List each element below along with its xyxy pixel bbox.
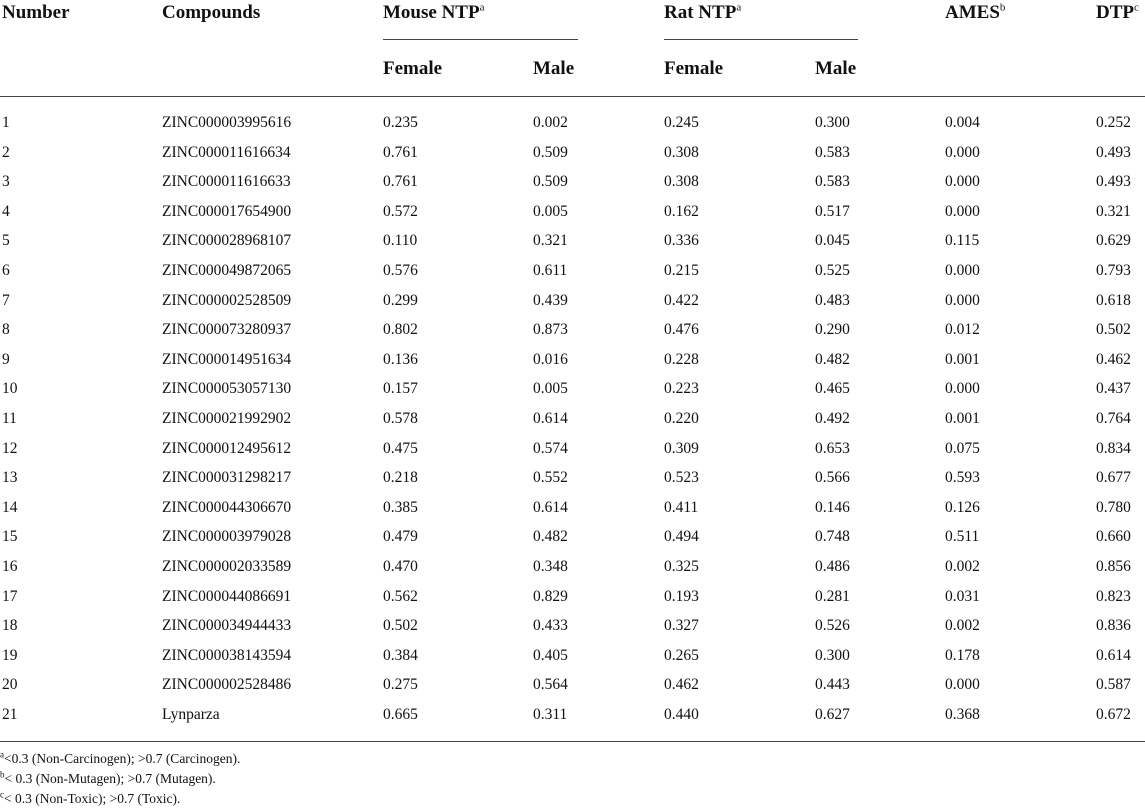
cell-dtp: 0.321 (1096, 202, 1131, 220)
cell-number: 21 (2, 705, 18, 723)
cell-rat-female: 0.336 (664, 232, 699, 250)
header-rat-ntp-footnote-mark: a (736, 1, 742, 14)
cell-number: 9 (2, 350, 10, 368)
cell-rat-female: 0.308 (664, 173, 699, 191)
cell-rat-female: 0.476 (664, 321, 699, 339)
cell-ames: 0.000 (945, 143, 980, 161)
cell-dtp: 0.856 (1096, 557, 1131, 575)
cell-ames: 0.000 (945, 173, 980, 191)
cell-rat-female: 0.308 (664, 143, 699, 161)
table-row (0, 701, 1145, 731)
cell-mouse-male: 0.005 (533, 380, 568, 398)
cell-compound: ZINC000002528509 (162, 291, 292, 309)
cell-rat-female: 0.411 (664, 498, 699, 516)
header-rat-female: Female (664, 58, 724, 79)
header-dtp-footnote-mark: c (1134, 1, 1139, 14)
cell-compound: ZINC000021992902 (162, 409, 292, 427)
cell-dtp: 0.834 (1096, 439, 1131, 457)
footnote-a-text: <0.3 (Non-Carcinogen); >0.7 (Carcinogen). (4, 751, 241, 766)
cell-rat-female: 0.327 (664, 617, 699, 635)
cell-ames: 0.368 (945, 705, 980, 723)
cell-number: 17 (2, 587, 18, 605)
cell-number: 1 (2, 114, 10, 131)
cell-mouse-female: 0.385 (383, 498, 418, 516)
mouse-ntp-group-rule (383, 39, 578, 40)
cell-dtp: 0.780 (1096, 498, 1131, 516)
table-row (0, 405, 1145, 435)
cell-dtp: 0.493 (1096, 173, 1131, 191)
cell-compound: ZINC000073280937 (162, 321, 292, 339)
cell-number: 5 (2, 232, 10, 250)
cell-rat-male: 0.653 (815, 439, 850, 457)
cell-mouse-female: 0.470 (383, 557, 418, 575)
cell-compound: ZINC000011616634 (162, 143, 291, 161)
table-row (0, 435, 1145, 465)
cell-dtp: 0.252 (1096, 114, 1131, 131)
cell-mouse-female: 0.275 (383, 676, 418, 694)
table-body (0, 109, 1145, 730)
cell-rat-female: 0.162 (664, 202, 699, 220)
cell-ames: 0.593 (945, 469, 980, 487)
cell-compound: ZINC000028968107 (162, 232, 292, 250)
cell-ames: 0.000 (945, 202, 980, 220)
cell-compound: ZINC000031298217 (162, 469, 292, 487)
cell-mouse-male: 0.614 (533, 409, 568, 427)
cell-mouse-male: 0.552 (533, 469, 568, 487)
cell-ames: 0.075 (945, 439, 980, 457)
footnote-c-mark: c (0, 789, 4, 800)
cell-mouse-male: 0.482 (533, 528, 568, 546)
cell-mouse-female: 0.157 (383, 380, 418, 398)
cell-number: 16 (2, 557, 18, 575)
table-row (0, 494, 1145, 524)
cell-dtp: 0.587 (1096, 676, 1131, 694)
header-ames-footnote-mark: b (999, 1, 1006, 14)
cell-rat-female: 0.494 (664, 528, 699, 546)
cell-compound: ZINC000002528486 (162, 676, 292, 694)
cell-mouse-female: 0.572 (383, 202, 418, 220)
cell-rat-male: 0.290 (815, 321, 850, 339)
header-ames (945, 1, 1005, 25)
cell-number: 10 (2, 380, 18, 398)
cell-mouse-male: 0.574 (533, 439, 568, 457)
cell-mouse-female: 0.761 (383, 173, 418, 191)
cell-ames: 0.031 (945, 587, 980, 605)
cell-rat-male: 0.443 (815, 676, 850, 694)
header-rat-ntp-label: Rat NTP (664, 2, 737, 23)
cell-mouse-male: 0.016 (533, 350, 568, 368)
header-rat-male: Male (815, 58, 857, 79)
cell-rat-female: 0.309 (664, 439, 699, 457)
cell-rat-female: 0.215 (664, 261, 699, 279)
cell-compound: ZINC000044306670 (162, 498, 292, 516)
cell-rat-male: 0.517 (815, 202, 850, 220)
header-dtp-label: DTP (1096, 2, 1134, 23)
cell-rat-male: 0.583 (815, 143, 850, 161)
cell-number: 2 (2, 143, 10, 161)
cell-rat-male: 0.483 (815, 291, 850, 309)
cell-rat-female: 0.220 (664, 409, 699, 427)
cell-rat-female: 0.193 (664, 587, 699, 605)
cell-mouse-female: 0.802 (383, 321, 418, 339)
cell-number: 13 (2, 469, 18, 487)
cell-mouse-female: 0.502 (383, 617, 418, 635)
cell-compound: ZINC000017654900 (162, 202, 292, 220)
cell-number: 4 (2, 202, 10, 220)
cell-rat-male: 0.748 (815, 528, 850, 546)
cell-compound: ZINC000038143594 (162, 646, 292, 664)
cell-compound: ZINC000014951634 (162, 350, 292, 368)
table-row (0, 139, 1145, 169)
table-row (0, 198, 1145, 228)
cell-number: 12 (2, 439, 18, 457)
cell-mouse-male: 0.405 (533, 646, 568, 664)
footnote-b (0, 771, 216, 787)
cell-rat-male: 0.486 (815, 557, 850, 575)
footnote-a (0, 751, 240, 767)
table-row (0, 523, 1145, 553)
table-row (0, 671, 1145, 701)
cell-ames: 0.000 (945, 291, 980, 309)
header-mouse-ntp-label: Mouse NTP (383, 2, 480, 23)
cell-rat-male: 0.566 (815, 469, 850, 487)
cell-rat-male: 0.492 (815, 409, 850, 427)
header-ames-label: AMES (945, 2, 1000, 23)
table-row (0, 227, 1145, 257)
cell-compound: ZINC000012495612 (162, 439, 292, 457)
cell-number: 19 (2, 646, 18, 664)
cell-dtp: 0.672 (1096, 705, 1131, 723)
table-row (0, 553, 1145, 583)
cell-mouse-female: 0.576 (383, 261, 418, 279)
cell-mouse-female: 0.136 (383, 350, 418, 368)
cell-dtp: 0.614 (1096, 646, 1131, 664)
cell-number: 18 (2, 617, 18, 635)
cell-rat-female: 0.325 (664, 557, 699, 575)
cell-mouse-male: 0.611 (533, 261, 568, 279)
cell-mouse-female: 0.218 (383, 469, 418, 487)
header-rule (0, 96, 1145, 97)
table-row (0, 168, 1145, 198)
cell-rat-male: 0.525 (815, 261, 850, 279)
header-number-label: Number (2, 2, 70, 23)
cell-dtp: 0.629 (1096, 232, 1131, 250)
cell-ames: 0.000 (945, 676, 980, 694)
cell-number: 20 (2, 676, 18, 694)
footnote-c (0, 791, 180, 807)
header-mouse-female: Female (383, 58, 443, 79)
header-rat-ntp (664, 1, 741, 25)
table-row (0, 257, 1145, 287)
cell-mouse-male: 0.005 (533, 202, 568, 220)
cell-mouse-male: 0.829 (533, 587, 568, 605)
table-row (0, 612, 1145, 642)
cell-mouse-male: 0.348 (533, 557, 568, 575)
table-bottom-rule (0, 741, 1145, 742)
cell-mouse-male: 0.509 (533, 173, 568, 191)
table-row (0, 346, 1145, 376)
cell-rat-female: 0.265 (664, 646, 699, 664)
cell-number: 3 (2, 173, 10, 191)
cell-ames: 0.001 (945, 350, 980, 368)
cell-dtp: 0.823 (1096, 587, 1131, 605)
cell-rat-female: 0.440 (664, 705, 699, 723)
cell-rat-female: 0.245 (664, 114, 699, 131)
cell-mouse-female: 0.578 (383, 409, 418, 427)
cell-dtp: 0.437 (1096, 380, 1131, 398)
cell-dtp: 0.493 (1096, 143, 1131, 161)
cell-mouse-male: 0.321 (533, 232, 568, 250)
cell-mouse-male: 0.002 (533, 114, 568, 131)
table-row (0, 583, 1145, 613)
cell-number: 7 (2, 291, 10, 309)
cell-rat-male: 0.482 (815, 350, 850, 368)
header-compounds (162, 1, 260, 25)
rat-ntp-group-rule (664, 39, 858, 40)
cell-dtp: 0.462 (1096, 350, 1131, 368)
cell-mouse-female: 0.235 (383, 114, 418, 131)
cell-mouse-female: 0.384 (383, 646, 418, 664)
cell-number: 8 (2, 321, 10, 339)
cell-rat-male: 0.045 (815, 232, 850, 250)
cell-dtp: 0.836 (1096, 617, 1131, 635)
cell-rat-female: 0.223 (664, 380, 699, 398)
cell-ames: 0.002 (945, 617, 980, 635)
cell-mouse-male: 0.509 (533, 143, 568, 161)
cell-rat-male: 0.300 (815, 646, 850, 664)
cell-number: 15 (2, 528, 18, 546)
cell-dtp: 0.764 (1096, 409, 1131, 427)
cell-mouse-female: 0.110 (383, 232, 418, 250)
header-dtp (1096, 1, 1139, 25)
table-row (0, 642, 1145, 672)
cell-mouse-female: 0.761 (383, 143, 418, 161)
cell-mouse-male: 0.873 (533, 321, 568, 339)
cell-mouse-male: 0.614 (533, 498, 568, 516)
cell-mouse-female: 0.562 (383, 587, 418, 605)
cell-ames: 0.002 (945, 557, 980, 575)
cell-compound: ZINC000002033589 (162, 557, 292, 575)
footnote-a-mark: a (0, 749, 4, 760)
cell-dtp: 0.660 (1096, 528, 1131, 546)
cell-mouse-female: 0.299 (383, 291, 418, 309)
cell-compound: ZINC000003995616 (162, 114, 292, 131)
cell-rat-female: 0.462 (664, 676, 699, 694)
cell-rat-male: 0.281 (815, 587, 850, 605)
cell-dtp: 0.618 (1096, 291, 1131, 309)
cell-mouse-male: 0.433 (533, 617, 568, 635)
cell-compound: Lynparza (162, 705, 220, 723)
cell-ames: 0.001 (945, 409, 980, 427)
cell-rat-male: 0.583 (815, 173, 850, 191)
cell-ames: 0.511 (945, 528, 980, 546)
cell-rat-female: 0.228 (664, 350, 699, 368)
header-mouse-ntp-footnote-mark: a (479, 1, 485, 14)
footnote-c-text: < 0.3 (Non-Toxic); >0.7 (Toxic). (4, 791, 181, 806)
header-number (2, 1, 70, 25)
cell-ames: 0.178 (945, 646, 980, 664)
cell-number: 6 (2, 261, 10, 279)
cell-rat-male: 0.300 (815, 114, 850, 131)
cell-compound: ZINC000011616633 (162, 173, 291, 191)
cell-ames: 0.115 (945, 232, 980, 250)
cell-rat-male: 0.146 (815, 498, 850, 516)
table-row (0, 375, 1145, 405)
cell-rat-male: 0.627 (815, 705, 850, 723)
cell-dtp: 0.502 (1096, 321, 1131, 339)
cell-compound: ZINC000049872065 (162, 261, 292, 279)
header-mouse-ntp (383, 1, 484, 25)
cell-ames: 0.126 (945, 498, 980, 516)
footnote-b-mark: b (0, 769, 5, 780)
table-row (0, 316, 1145, 346)
cell-rat-female: 0.523 (664, 469, 699, 487)
cell-mouse-male: 0.439 (533, 291, 568, 309)
cell-mouse-male: 0.311 (533, 705, 568, 723)
cell-mouse-female: 0.479 (383, 528, 418, 546)
cell-ames: 0.004 (945, 114, 980, 131)
cell-compound: ZINC000053057130 (162, 380, 292, 398)
cell-mouse-female: 0.475 (383, 439, 418, 457)
cell-dtp: 0.677 (1096, 469, 1131, 487)
cell-mouse-female: 0.665 (383, 705, 418, 723)
cell-rat-female: 0.422 (664, 291, 699, 309)
table-row (0, 287, 1145, 317)
cell-dtp: 0.793 (1096, 261, 1131, 279)
cell-rat-male: 0.526 (815, 617, 850, 635)
cell-compound: ZINC000003979028 (162, 528, 292, 546)
footnote-b-text: < 0.3 (Non-Mutagen); >0.7 (Mutagen). (4, 771, 216, 786)
cell-mouse-male: 0.564 (533, 676, 568, 694)
cell-rat-male: 0.465 (815, 380, 850, 398)
table-row (0, 109, 1145, 139)
cell-compound: ZINC000034944433 (162, 617, 292, 635)
cell-ames: 0.000 (945, 380, 980, 398)
header-compounds-label: Compounds (162, 2, 261, 23)
cell-compound: ZINC000044086691 (162, 587, 292, 605)
header-mouse-male: Male (533, 58, 575, 79)
cell-number: 14 (2, 498, 18, 516)
table-row (0, 464, 1145, 494)
cell-ames: 0.000 (945, 261, 980, 279)
cell-ames: 0.012 (945, 321, 980, 339)
cell-number: 11 (2, 409, 17, 427)
